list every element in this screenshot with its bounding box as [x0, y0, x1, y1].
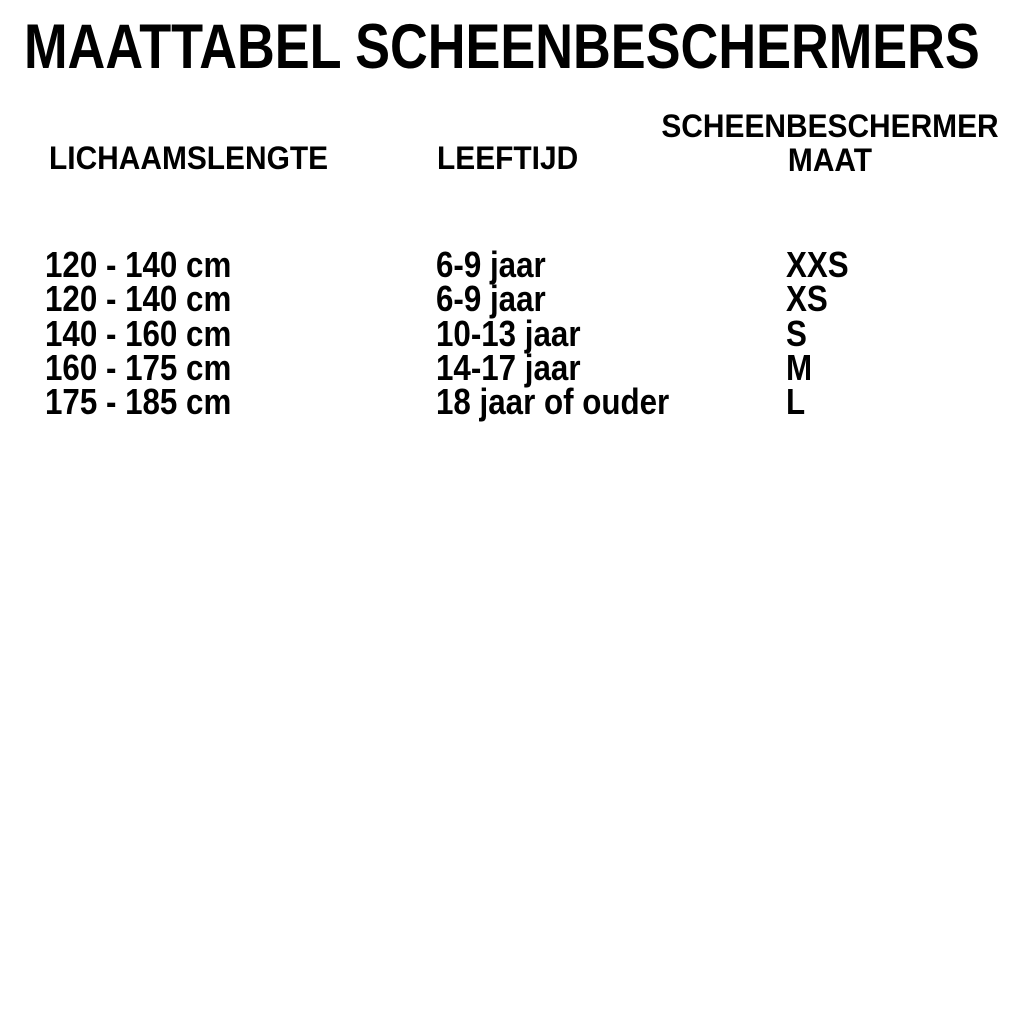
table-row	[0, 244, 1024, 285]
cell-maat: S	[786, 312, 807, 354]
table-row	[0, 346, 1024, 388]
page-title: MAATTABEL SCHEENBESCHERMERS	[24, 12, 980, 82]
cell-maat: XXS	[786, 244, 849, 285]
size-table-body	[0, 244, 1024, 423]
column-header-maat-line2: MAAT	[787, 142, 873, 178]
cell-maat: M	[786, 346, 813, 388]
cell-maat: XS	[786, 278, 828, 320]
cell-leeftijd: 14-17 jaar	[436, 346, 581, 388]
column-header-maat-line1: SCHEENBESCHERMER	[661, 108, 999, 144]
cell-leeftijd: 10-13 jaar	[436, 312, 581, 354]
cell-lichaamslengte: 160 - 175 cm	[45, 346, 232, 388]
table-row	[0, 278, 1024, 320]
table-row	[0, 381, 1024, 423]
cell-leeftijd: 6-9 jaar	[436, 244, 546, 285]
column-header-lichaamslengte: LICHAAMSLENGTE	[49, 140, 329, 176]
cell-lichaamslengte: 120 - 140 cm	[45, 244, 232, 285]
cell-lichaamslengte: 175 - 185 cm	[45, 381, 232, 423]
cell-lichaamslengte: 120 - 140 cm	[45, 278, 232, 320]
cell-maat: L	[786, 381, 806, 423]
table-row	[0, 312, 1024, 354]
cell-leeftijd: 18 jaar of ouder	[436, 381, 670, 423]
column-header-scheenbeschermer-maat	[655, 109, 1005, 177]
cell-leeftijd: 6-9 jaar	[436, 278, 546, 320]
column-header-leeftijd: LEEFTIJD	[437, 140, 579, 176]
cell-lichaamslengte: 140 - 160 cm	[45, 312, 232, 354]
